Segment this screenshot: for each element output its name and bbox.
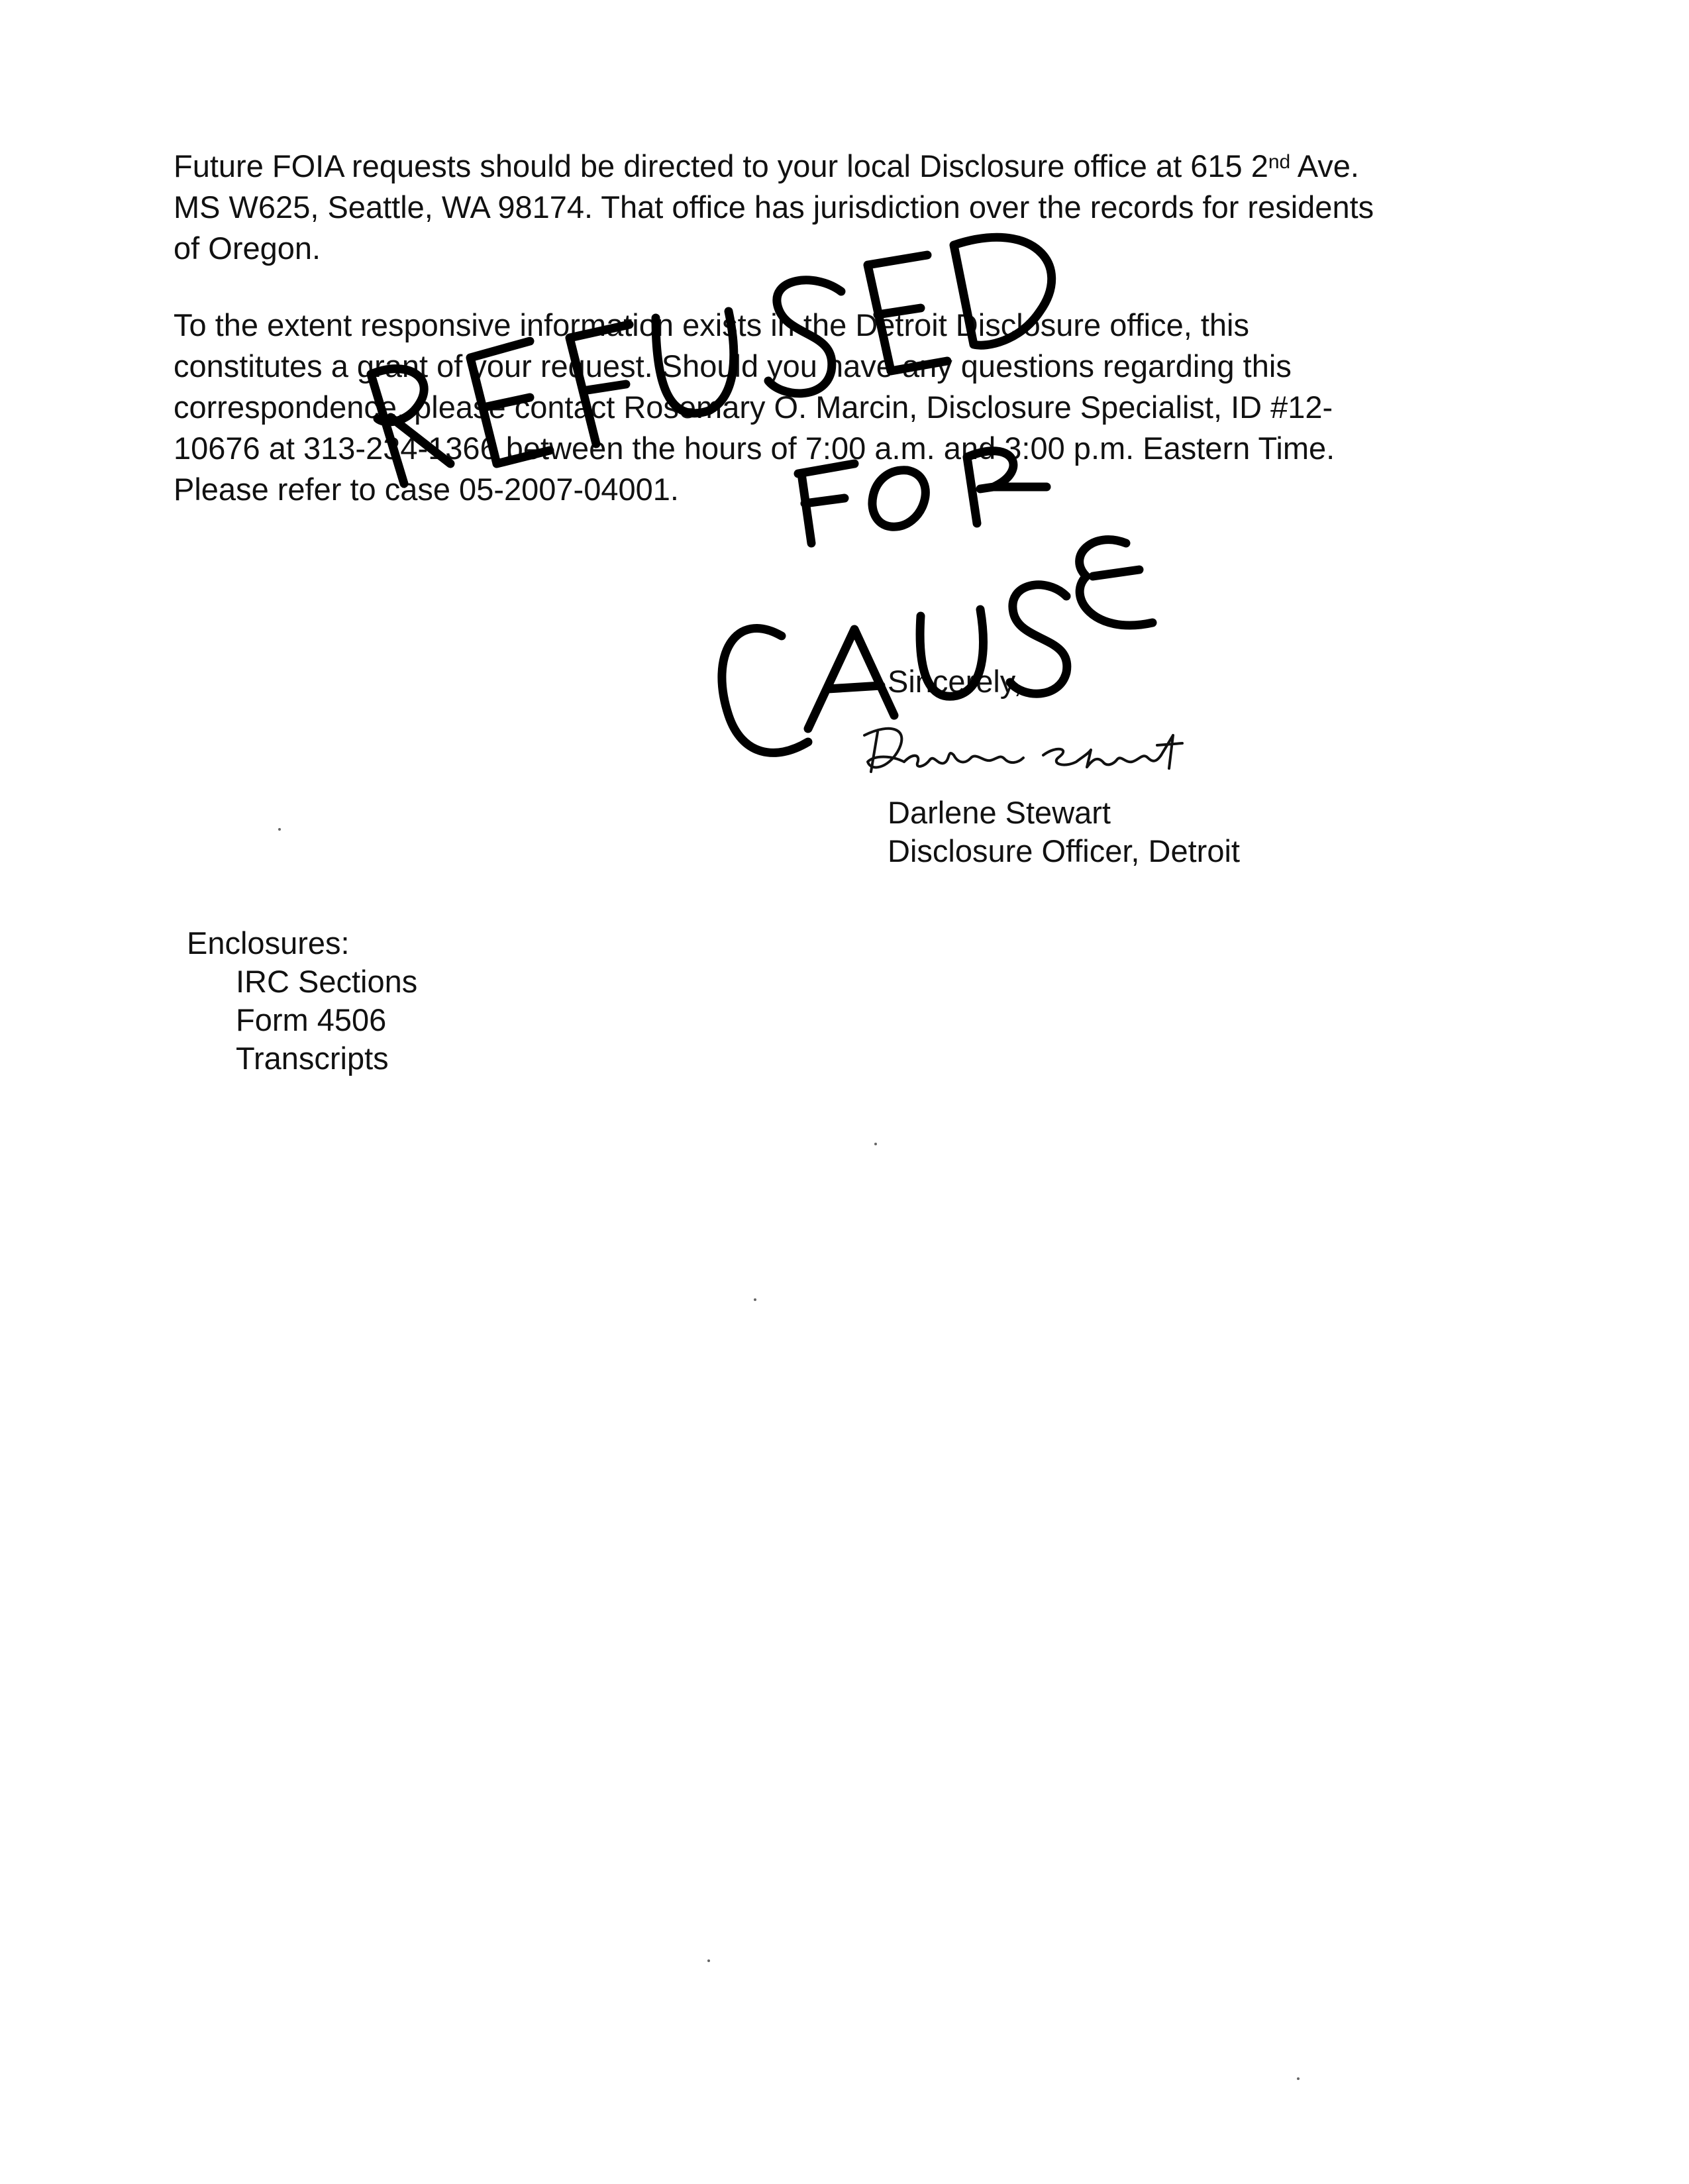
paragraph-line: 10676 at 313-234-1366 between the hours of 7:00 a.m. and 3:00 p.m. Eastern Time.	[174, 431, 1335, 466]
scan-speck	[707, 1959, 710, 1962]
paragraph-line: Please refer to case 05-2007-04001.	[174, 472, 679, 507]
signer-title: Disclosure Officer, Detroit	[888, 833, 1240, 868]
closing: Sincerely,	[888, 664, 1022, 699]
enclosure-item: Transcripts	[236, 1041, 389, 1076]
scan-speck	[278, 828, 281, 831]
enclosures-heading: Enclosures:	[187, 925, 350, 961]
scan-speck	[1297, 2077, 1300, 2080]
signature-block	[888, 794, 1240, 870]
handwritten-signature	[851, 715, 1196, 788]
paragraph-line: constitutes a grant of your request. Should you have any questions regarding this	[174, 348, 1292, 384]
scan-speck	[754, 1298, 756, 1301]
paragraph-line: Future FOIA requests should be directed to your local Disclosure office at 615 2nd Ave.	[174, 148, 1359, 183]
paragraph-line: MS W625, Seattle, WA 98174. That office has jurisdiction over the records for residents	[174, 189, 1374, 225]
paragraph-line: To the extent responsive information exists in the Detroit Disclosure office, this	[174, 307, 1250, 342]
enclosures-list	[187, 962, 417, 1078]
enclosures-section	[187, 924, 417, 1078]
scan-speck	[874, 1143, 877, 1145]
enclosure-item: IRC Sections	[236, 964, 418, 999]
grant-paragraph	[174, 305, 1498, 510]
paragraph-line: of Oregon.	[174, 231, 321, 266]
ordinal-superscript: nd	[1268, 151, 1291, 173]
enclosure-item: Form 4506	[236, 1002, 387, 1037]
foia-direction-paragraph	[174, 146, 1498, 269]
signer-name: Darlene Stewart	[888, 795, 1111, 830]
paragraph-line: correspondence, please contact Rosemary O. Marcin, Disclosure Specialist, ID #12-	[174, 390, 1333, 425]
